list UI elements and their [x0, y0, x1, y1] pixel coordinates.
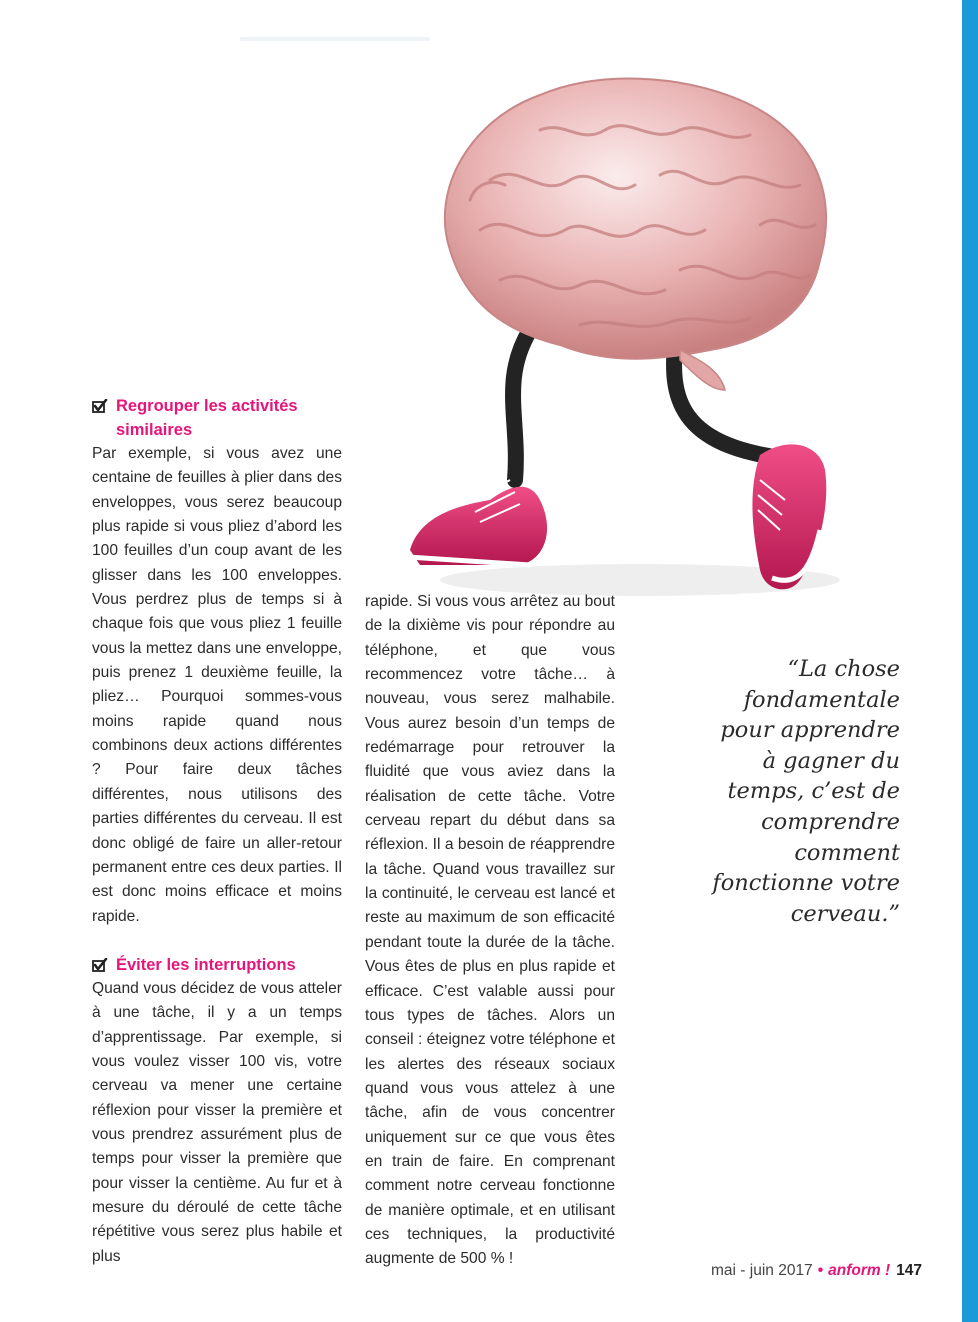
edge-accent-bar: [962, 0, 978, 1322]
magazine-name: anform !: [828, 1262, 891, 1279]
top-decorative-line: [240, 37, 430, 41]
running-brain-illustration: [380, 60, 870, 620]
section-heading-text: Regrouper les activités similaires: [116, 397, 298, 439]
left-column: [92, 394, 342, 1269]
issue-date: mai - juin 2017: [711, 1262, 813, 1279]
section-heading-text: Éviter les interruptions: [116, 955, 296, 974]
section-body: Par exemple, si vous avez une centaine de feuilles à plier dans des enveloppes, vous serez beaucoup plus rapide si vous pliez d’abord les 100 feuilles d’un coup avant de les glisser dans les 100 enveloppes. Vous perdrez plus de temps si à chaque fois que vous pliez 1 feuille vous la mettez dans une enveloppe, puis prenez 1 deuxième feuille, la pliez… Pourquoi sommes-vous moins rapide quand nous combinons deux actions différentes ? Pour faire deux tâches différentes, nous utilisons des parties différentes du cerveau. Il est donc obligé de faire un aller-retour permanent entre ces deux parties. Il est donc moins efficace et moins rapide.: [92, 445, 342, 925]
section-heading-regrouper: [92, 394, 342, 442]
section-body: Quand vous décidez de vous atteler à une tâche, il y a un temps d’apprentissage. Par exemple, si vous voulez visser 100 vis, votre cerveau va mener une certaine réflexion pour visser la première et vous prendrez assurément plus de temps pour visser la première que pour visser la centième. Au fur et à mesure du déroulé de cette tâche répétitive vous serez plus habile et plus: [92, 979, 342, 1265]
page-footer: [711, 1262, 922, 1280]
pull-quote: “La chose fondamentale pour apprendre à gagner du temps, c’est de comprendre comment fonctionne votre cerveau.”: [712, 656, 900, 927]
middle-column: [365, 590, 615, 1272]
checkbox-check-icon: [92, 958, 108, 972]
footer-separator: •: [817, 1262, 824, 1279]
section-body-continued: rapide. Si vous vous arrêtez au bout de la dixième vis pour répondre au téléphone, et que vous recommencez votre tâche… à nouveau, vous serez malhabile. Vous aurez besoin d’un temps de redémarrage pour retrouver la fluidité que vous aviez dans la réalisation de cette tâche. Votre cerveau repart du début dans sa réflexion. Il a besoin de réapprendre la tâche. Quand vous travaillez sur la continuité, le cerveau est lancé et reste au maximum de son efficacité pendant toute la durée de la tâche. Vous êtes de plus en plus rapide et efficace. C’est valable aussi pour tous types de tâches. Alors un conseil : éteignez votre téléphone et les alertes des réseaux sociaux quand vous vous attelez à une tâche, afin de vous concentrer uniquement sur ce que vous êtes en train de faire. En comprenant comment notre cerveau fonctionne de manière optimale, et en utilisant ces techniques, la productivité augmente de 500 % !: [365, 593, 615, 1268]
section-heading-interruptions: [92, 953, 342, 977]
checkbox-check-icon: [92, 399, 108, 413]
page-number: 147: [896, 1262, 922, 1279]
